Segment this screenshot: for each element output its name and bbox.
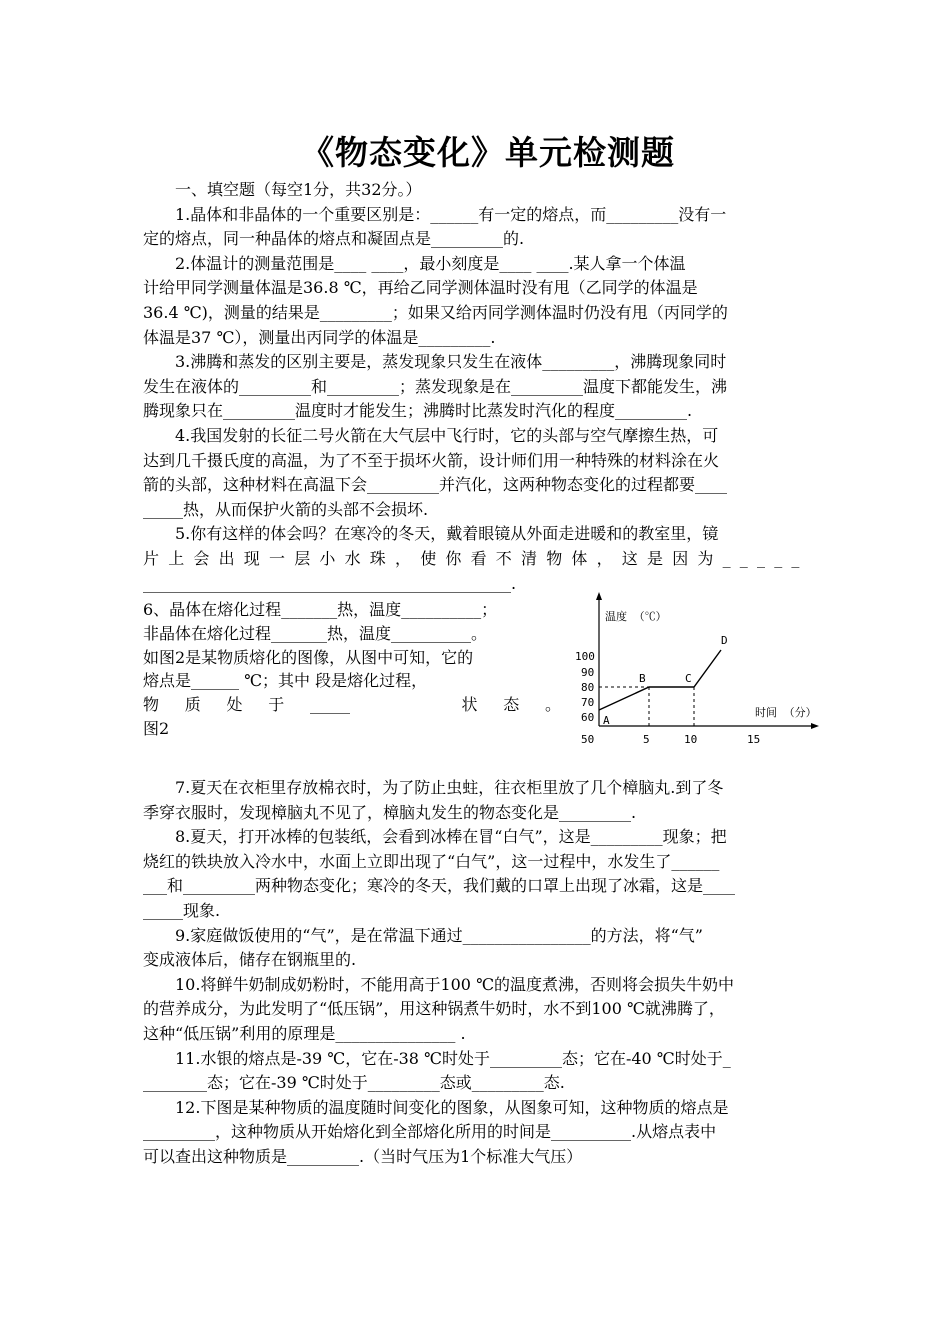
question-line: 11.水银的熔点是-39 ℃，它在-38 ℃时处于_________态；它在-40 ℃时处于_ [175, 1048, 731, 1068]
question-7 [143, 776, 833, 825]
question-line: 烧红的铁块放入冷水中，水面上立即出现了“白气”，这一过程中，水发生了______ [143, 851, 720, 871]
question-line: 12.下图是某种物质的温度随时间变化的图象，从图象可知，这种物质的熔点是 [175, 1097, 729, 1117]
question-line-spread [143, 693, 561, 717]
x-tick: 5 [643, 733, 650, 747]
blank: _____ [310, 695, 350, 715]
exam-page [143, 128, 833, 1170]
y-tick: 80 [581, 681, 595, 695]
y-tick: 90 [581, 666, 595, 680]
question-line: 这种“低压锅”利用的原理是_______________ . [143, 1024, 466, 1044]
question-line: _____热，从而保护火箭的头部不会损坏. [143, 499, 429, 519]
question-line: 变成液体后，储存在钢瓶里的. [143, 950, 357, 970]
question-line: 片上会出现一层小水珠，使你看不清物体，这是因为_____ [143, 548, 809, 568]
page-title: 《物态变化》单元检测题 [301, 133, 675, 172]
question-line: ___和_________两种物态变化；寒冷的冬天，我们戴的口罩上出现了冰霜，这是____ [143, 876, 736, 896]
question-line: ______________________________________________. [143, 573, 517, 593]
question-line: 3.沸腾和蒸发的区别主要是，蒸发现象只发生在液体_________，沸腾现象同时 [175, 352, 727, 372]
y-axis-label: 温度 （℃） [605, 610, 667, 624]
question-line: 计给甲同学测量体温是36.8 ℃，再给乙同学测体温时没有甩（乙同学的体温是 [143, 278, 698, 298]
question-6-text [143, 598, 563, 741]
question-line: 如图2是某物质熔化的图像，从图中可知，它的 [143, 647, 474, 667]
question-line: 达到几千摄氏度的高温，为了不至于损坏火箭，设计师们用一种特殊的材料涂在火 [143, 450, 720, 470]
question-10 [143, 973, 833, 1047]
question-line: 2.体温计的测量范围是____ ____，最小刻度是____ ____.某人拿一个体温 [175, 253, 686, 273]
word: 于 [268, 695, 285, 715]
question-line: 1.晶体和非晶体的一个重要区别是：______有一定的熔点，而_________没有一 [175, 204, 727, 224]
question-line: 9.家庭做饭使用的“气”，是在常温下通过________________的方法，将“气” [175, 925, 703, 945]
question-8 [143, 825, 833, 923]
point-label-c: C [685, 672, 692, 686]
x-tick: 15 [747, 733, 761, 747]
question-1 [143, 203, 833, 252]
question-line: 7.夏天在衣柜里存放棉衣时，为了防止虫蛀，往衣柜里放了几个樟脑丸.到了冬 [175, 778, 724, 798]
question-line: ________态；它在-39 ℃时处于_________态或_________态. [143, 1073, 565, 1093]
question-line: 10.将鲜牛奶制成奶粉时，不能用高于100 ℃的温度煮沸，否则将会损失牛奶中 [175, 974, 734, 994]
question-6 [143, 598, 833, 750]
question-line: 箭的头部，这种材料在高温下会_________并汽化，这两种物态变化的过程都要____ [143, 475, 728, 495]
question-11 [143, 1047, 833, 1096]
word: 质 [184, 695, 201, 715]
melting-curve [599, 650, 721, 710]
question-line: 6、晶体在熔化过程_______热，温度__________； [143, 600, 498, 620]
question-line: 可以查出这种物质是_________.（当时气压为1个标准大气压） [143, 1147, 583, 1166]
question-9 [143, 924, 833, 973]
question-line: 腾现象只在_________温度时才能发生；沸腾时比蒸发时汽化的程度_________. [143, 401, 693, 421]
question-line: 季穿衣服时，发现樟脑丸不见了，樟脑丸发生的物态变化是_________. [143, 802, 637, 822]
x-tick: 10 [684, 733, 698, 747]
word: 。 [544, 695, 561, 715]
y-axis-arrow [596, 592, 602, 600]
figure-label: 图2 [143, 719, 170, 739]
y-tick: 100 [575, 650, 595, 664]
question-5 [143, 522, 833, 596]
y-tick: 70 [581, 696, 595, 710]
section-heading: 一、填空题（每空1分，共32分。） [175, 180, 422, 199]
word: 状 [461, 695, 478, 715]
spacer [376, 693, 436, 717]
question-line: 熔点是______ ℃；其中 段是熔化过程， [143, 671, 428, 691]
question-line: 8.夏天，打开冰棒的包装纸，会看到冰棒在冒“白气”，这是_________现象；把 [175, 827, 727, 847]
point-label-d: D [721, 634, 728, 648]
word: 物 [143, 695, 160, 715]
word: 态 [503, 695, 520, 715]
point-label-a: A [603, 714, 610, 728]
question-line: 发生在液体的_________和_________；蒸发现象是在_________温度下都能发生，沸 [143, 376, 728, 396]
question-2 [143, 252, 833, 350]
spacer [143, 750, 833, 776]
x-axis-label: 时间 （分） [755, 706, 817, 720]
question-4 [143, 424, 833, 522]
question-line: 5.你有这样的体会吗？在寒冷的冬天，戴着眼镜从外面走进暖和的教室里，镜 [175, 524, 719, 544]
melting-graph [573, 590, 833, 750]
question-line: _________，这种物质从开始熔化到全部熔化所用的时间是__________.从熔点表中 [143, 1122, 717, 1142]
question-12 [143, 1096, 833, 1170]
x-axis-arrow [811, 723, 819, 729]
question-line: 定的熔点，同一种晶体的熔点和凝固点是_________的. [143, 229, 525, 249]
point-label-b: B [639, 672, 646, 686]
question-line: 体温是37 ℃），测量出丙同学的体温是_________. [143, 327, 496, 347]
y-tick: 60 [581, 711, 595, 725]
question-line: 4.我国发射的长征二号火箭在大气层中飞行时，它的头部与空气摩擦生热，可 [175, 425, 719, 445]
word: 处 [226, 695, 243, 715]
question-line: 非晶体在熔化过程_______热，温度__________。 [143, 623, 488, 643]
question-3 [143, 350, 833, 424]
question-line: 的营养成分，为此发明了“低压锅”，用这种锅煮牛奶时，水不到100 ℃就沸腾了， [143, 999, 725, 1019]
question-line: _____现象. [143, 901, 221, 921]
y-tick: 50 [581, 733, 595, 747]
question-line: 36.4 ℃)，测量的结果是_________；如果又给丙同学测体温时仍没有甩（丙同学的 [143, 302, 728, 322]
